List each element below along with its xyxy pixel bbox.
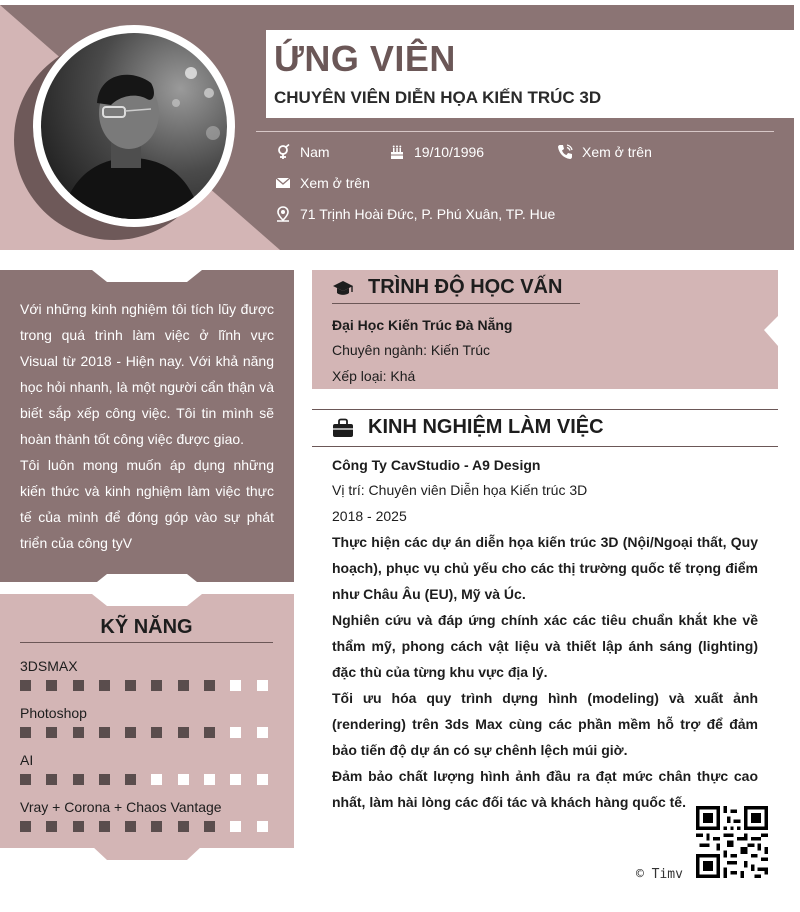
skill-name: Photoshop	[20, 705, 87, 721]
skill-dot-filled	[99, 680, 110, 691]
skill-dot-filled	[151, 680, 162, 691]
location-icon	[275, 206, 291, 222]
skill-dot-filled	[204, 727, 215, 738]
skill-dot-filled	[73, 774, 84, 785]
skill-rating	[20, 727, 268, 738]
skill-dot-empty	[151, 774, 162, 785]
skills-title: KỸ NĂNG	[20, 616, 273, 643]
gender-info	[275, 144, 330, 160]
skill-dot-filled	[178, 821, 189, 832]
education-title	[332, 276, 562, 299]
company-name: Công Ty CavStudio - A9 Design	[332, 457, 541, 473]
about-paragraph-2: Tôi luôn mong muốn áp dụng những kiến thức và kinh nghiệm làm việc thực tế của mình để đóng góp vào sự phát triển của công tyV	[20, 457, 274, 551]
skill-dot-empty	[257, 821, 268, 832]
skill-dot-filled	[151, 821, 162, 832]
skill-rating	[20, 680, 268, 691]
skill-dot-filled	[178, 727, 189, 738]
phone-icon	[557, 144, 573, 160]
birthday-value: 19/10/1996	[414, 144, 485, 160]
school-name: Đại Học Kiến Trúc Đà Nẵng	[332, 317, 513, 333]
graduation-cap-icon	[332, 278, 354, 298]
education-title-text: TRÌNH ĐỘ HỌC VẤN	[368, 276, 563, 298]
skill-dot-filled	[20, 727, 31, 738]
skill-dot-filled	[99, 821, 110, 832]
experience-title	[332, 416, 604, 439]
work-period: 2018 - 2025	[332, 508, 407, 524]
skill-dot-filled	[46, 821, 57, 832]
experience-divider-bottom	[312, 446, 778, 447]
duty-item: Nghiên cứu và đáp ứng chính xác các tiêu chuẩn khắt khe về thẩm mỹ, phong cách vật liệu và thiết lập ánh sáng (lighting) đặc thù của từng khu vực địa lý.	[332, 612, 758, 680]
skill-dot-empty	[178, 774, 189, 785]
email-info	[275, 175, 370, 191]
experience-title-text: KINH NGHIỆM LÀM VIỆC	[368, 416, 604, 438]
skill-dot-empty	[204, 774, 215, 785]
skill-dot-filled	[46, 680, 57, 691]
briefcase-icon	[332, 418, 354, 438]
about-bottom-notch	[92, 570, 202, 586]
skill-dot-empty	[230, 680, 241, 691]
job-title: CHUYÊN VIÊN DIỄN HỌA KIẾN TRÚC 3D	[274, 88, 602, 107]
skill-dot-filled	[46, 774, 57, 785]
skill-dot-empty	[257, 680, 268, 691]
address-value: 71 Trịnh Hoài Đức, P. Phú Xuân, TP. Hue	[300, 206, 556, 222]
skill-dot-filled	[73, 821, 84, 832]
duty-item: Đảm bảo chất lượng hình ảnh đầu ra đạt mức chân thực cao nhất, làm hài lòng các đối tác và khách hàng quốc tế.	[332, 768, 758, 810]
birthday-cake-icon	[389, 144, 405, 160]
skill-dot-filled	[46, 727, 57, 738]
gender-icon	[275, 144, 291, 160]
email-icon	[275, 175, 291, 191]
skill-dot-filled	[125, 680, 136, 691]
skill-rating	[20, 774, 268, 785]
skill-dot-filled	[20, 774, 31, 785]
copyright-text: © Timv	[636, 867, 683, 882]
skill-dot-empty	[230, 727, 241, 738]
skill-dot-filled	[178, 680, 189, 691]
academic-rank: Xếp loại: Khá	[332, 368, 416, 384]
skill-dot-filled	[73, 680, 84, 691]
address-info	[275, 206, 555, 222]
skills-bottom-notch	[92, 846, 202, 862]
skill-dot-filled	[20, 680, 31, 691]
major: Chuyên ngành: Kiến Trúc	[332, 342, 490, 358]
skill-dot-filled	[151, 727, 162, 738]
qr-code[interactable]	[696, 806, 768, 878]
about-text	[20, 296, 274, 556]
skill-name: AI	[20, 752, 34, 768]
job-duties	[332, 529, 758, 815]
duty-item: Thực hiện các dự án diễn họa kiến trúc 3D (Nội/Ngoại thất, Quy hoạch), phục vụ chủ yếu cho các thị trường quốc tế trọng điểm như Châu Âu (EU), Mỹ và Úc.	[332, 534, 758, 602]
phone-info	[557, 144, 652, 160]
skill-dot-filled	[125, 727, 136, 738]
skills-top-notch	[92, 594, 202, 610]
header-divider	[256, 131, 774, 132]
skill-dot-empty	[257, 727, 268, 738]
skill-dot-filled	[99, 774, 110, 785]
skill-dot-empty	[230, 774, 241, 785]
gender-value: Nam	[300, 144, 330, 160]
skill-dot-filled	[99, 727, 110, 738]
skill-dot-empty	[230, 821, 241, 832]
about-top-notch	[92, 270, 202, 286]
skill-dot-filled	[204, 821, 215, 832]
skill-dot-filled	[73, 727, 84, 738]
avatar	[41, 33, 227, 219]
job-position: Vị trí: Chuyên viên Diễn họa Kiến trúc 3D	[332, 482, 588, 498]
skill-dot-empty	[257, 774, 268, 785]
birthday-info	[389, 144, 484, 160]
about-paragraph-1: Với những kinh nghiệm tôi tích lũy được trong quá trình làm việc ở lĩnh vực Visual từ 2018 - Hiện nay. Với khả năng học hỏi nhanh, là một người cẩn thận và biết sắp xếp công việc. Tôi tin mình sẽ hoàn thành tốt công việc được giao.	[20, 301, 274, 447]
skill-rating	[20, 821, 268, 832]
duty-item: Tối ưu hóa quy trình dựng hình (modeling) và xuất ảnh (rendering) trên 3ds Max cùng các phần mềm hỗ trợ để đảm bảo tiến độ dự án có sự chênh lệch múi giờ.	[332, 690, 758, 758]
email-value: Xem ở trên	[300, 175, 370, 191]
skill-name: Vray + Corona + Chaos Vantage	[20, 799, 222, 815]
skill-dot-filled	[204, 680, 215, 691]
experience-divider-top	[312, 409, 778, 410]
candidate-title: ỨNG VIÊN	[274, 38, 456, 79]
phone-value: Xem ở trên	[582, 144, 652, 160]
skill-dot-filled	[125, 774, 136, 785]
education-divider	[332, 303, 580, 304]
skill-dot-filled	[20, 821, 31, 832]
skill-dot-filled	[125, 821, 136, 832]
skill-name: 3DSMAX	[20, 658, 78, 674]
